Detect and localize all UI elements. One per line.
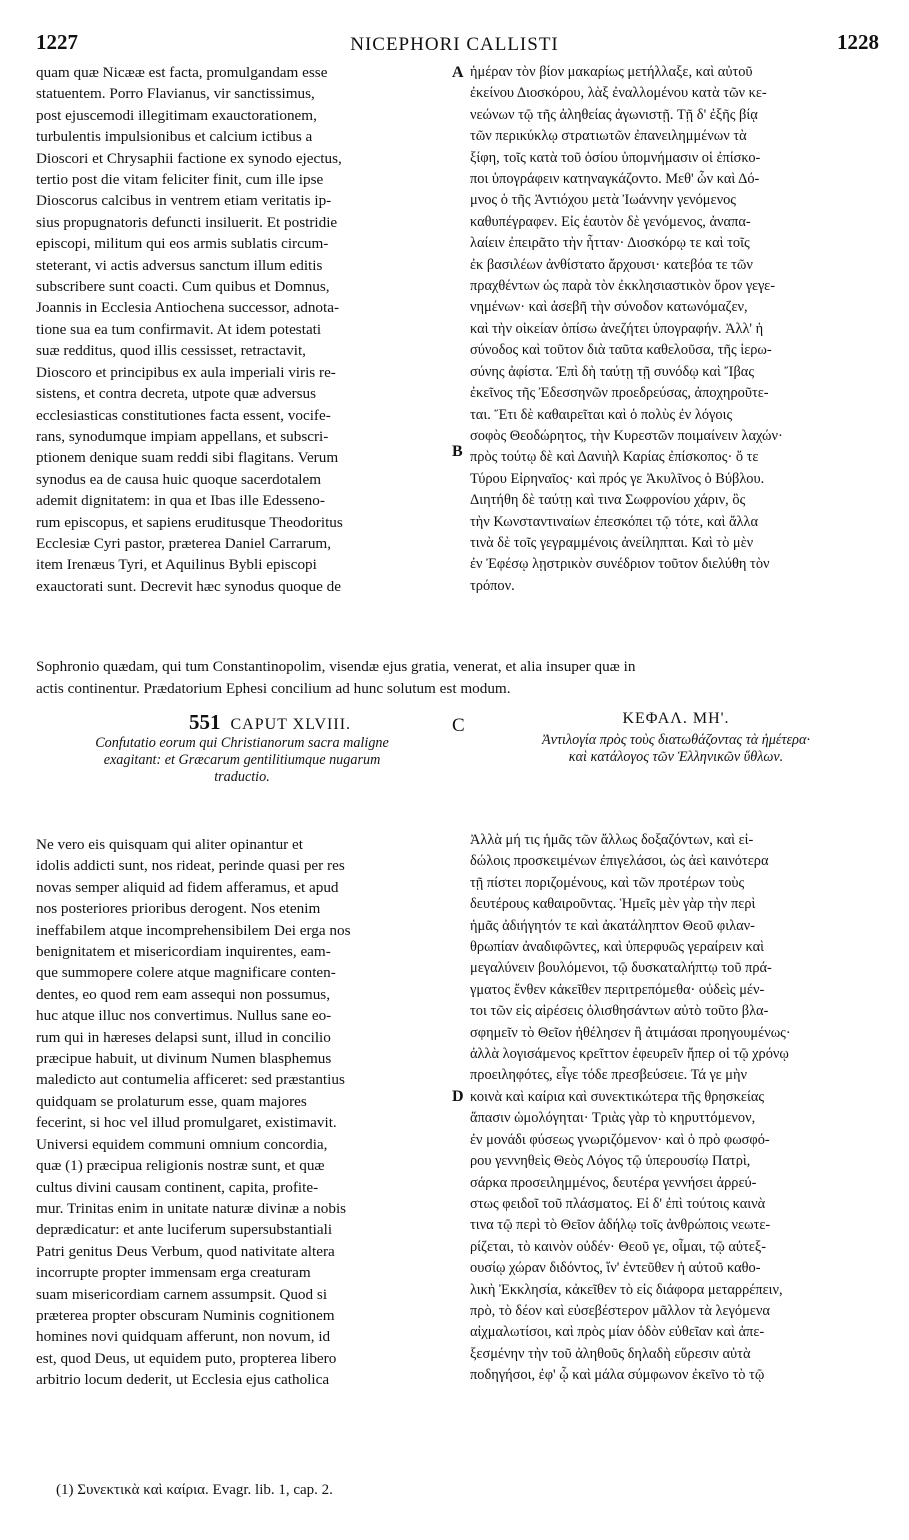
text-line: καὶ τὴν οἰκείαν ὀπίσω ἀνεζήτει ὑπογραφήν. Ἀλλ' ἡ [470, 320, 764, 337]
text-line: præterea propter obscuram Numinis cognitionem [36, 1306, 335, 1324]
text-line: ουσίῳ χώραν διδόντος, ἵν' ἐντεῦθεν ἡ αὐτοῦ καθο- [470, 1260, 761, 1277]
margin-marker-b: B [452, 443, 463, 460]
text-line: Confutatio eorum qui Christianorum sacra maligne [95, 735, 389, 751]
text-line: ἐκ βασιλέων ἀνθίστατο ἄρχουσι· κατεβόα τε τῶν [470, 256, 753, 273]
chapter-title: CAPUT XLVIII. [230, 716, 352, 733]
text-line: πρὸ, τὸ δέον καὶ εὐσεβέστερον μᾶλλον τὰ λεγόμενα [470, 1302, 770, 1319]
text-line: rum qui in hæreses delapsi sunt, illud in concilio [36, 1028, 331, 1046]
text-line: δώλοις προσκειμένων ἐπιγελάσοι, ὡς ἀεὶ καινότερα [470, 853, 769, 870]
chapter-heading-latin [36, 710, 448, 786]
text-line: est, quod Deus, ut equidem puto, propterea libero [36, 1349, 337, 1367]
text-line: καθυπέγραφεν. Εἰς ἑαυτὸν δὲ γενόμενος, ἀναπα- [470, 213, 751, 230]
text-line: ἐν Ἐφέσῳ λῃστρικὸν συνέδριον τοῦτον διελύθη τὸν [470, 556, 770, 573]
chapter-subtitle-greek [470, 732, 882, 766]
text-line: Ne vero eis quisquam qui aliter opinantur et [36, 836, 303, 853]
text-line: Patri genitus Deus Verbum, quod nativitate altera [36, 1242, 335, 1260]
text-line: sistens, et contra decreta, utpote quæ adversus [36, 385, 317, 403]
text-line: σάρκα προσειλημμένος, δευτέρα γεννήσει ἀρρεύ- [470, 1174, 757, 1191]
text-line: πραχθέντων ὡς παρὰ τὸν ἐκκλησιαστικὸν ὅρον γεγε- [470, 278, 775, 295]
text-line: προειληφότες, εἶγε τόδε πρεσβεύσειε. Τά γε μὴν [470, 1067, 748, 1084]
text-line: quidquam se prolaturum esse, quam majores [36, 1092, 307, 1110]
greek-column-top [470, 62, 882, 597]
text-line: que summopere colere atque magnificare conten- [36, 964, 336, 982]
text-line: τρόπον. [470, 577, 515, 594]
text-line: μνος ὁ τῆς Ἀντιόχου μετὰ Ἰωάννην γενόμενος [470, 192, 736, 209]
text-line: idolis addicti sunt, nos rideat, perinde quasi per res [36, 857, 345, 875]
text-line: ποδηγήσοι, ἐφ' ᾧ καὶ μάλα σύμφωνον ἐκεῖνο τὸ τῷ [470, 1367, 765, 1384]
page-number-left: 1227 [36, 30, 78, 54]
text-line: Dioscoro et principibus ex aula imperiali viris re- [36, 363, 336, 381]
text-line: νεώνων τῷ τῆς ἀληθείας ἀγωνιστῇ. Τῇ δ' ἐξῆς βίᾳ [470, 106, 758, 123]
text-line: τινὰ δὲ τοῖς γεγραμμένοις ἀνείληπται. Καὶ τὸ μὲν [470, 534, 754, 551]
text-line: στως φειδοῖ τοῦ πλάσματος. Εἰ δ' ἐπὶ τούτοις καινὰ [470, 1195, 766, 1212]
text-line: actis continentur. Prædatorium Ephesi concilium ad hunc solutum est modum. [36, 680, 511, 697]
text-line: Ἀλλὰ μή τις ἡμᾶς τῶν ἄλλως δοξαζόντων, καὶ εἰ- [470, 832, 754, 848]
text-line: ecclesiasticas constitutiones facta essent, vocife- [36, 406, 331, 424]
text-line: τῇ πίστει ποριζομένους, καὶ τῶν προτέρων τοὺς [470, 874, 745, 891]
text-line: μεγαλύνειν βουλόμενοι, τῷ δυσκαταλήπτῳ τοῦ πρά- [470, 960, 772, 977]
text-line: post ejuscemodi illegitimam exauctorationem, [36, 106, 317, 124]
text-line: ἀλλὰ λογισάμενος κρεῖττον ἐφευρεῖν ἤπερ οἱ τῷ χρόνῳ [470, 1046, 789, 1063]
text-line: δευτέρους καθαιροῦντας. Ἡμεῖς μὲν γὰρ τὴν περὶ [470, 896, 756, 913]
text-line: ademit dignitatem: in qua et Ibas ille Edesseno- [36, 492, 325, 510]
text-line: ἐκείνου Διοσκόρου, λὰξ ἐναλλομένου κατὰ τῶν κε- [470, 85, 767, 102]
text-line: τῶν περικύκλῳ στρατιωτῶν ἐπανειλημμένων τὰ [470, 128, 747, 145]
text-line: arbitrio locum dederit, ut Ecclesia ejus catholica [36, 1371, 330, 1389]
text-line: ρίζεται, τὸ καινὸν οὐδέν· Θεοῦ γε, οἶμαι, τῷ αὐτεξ- [470, 1238, 767, 1255]
text-line: fecerint, si hoc vel illud promulgaret, existimavit. [36, 1114, 337, 1132]
margin-marker-a: A [452, 64, 464, 81]
page-number-right: 1228 [837, 30, 879, 54]
latin-column-top [36, 62, 448, 597]
text-line: statuentem. Porro Flavianus, vir sanctissimus, [36, 85, 315, 103]
text-line: suam misericordiam carnem assumpsit. Quod si [36, 1285, 328, 1303]
text-line: ineffabilem atque incomprehensibilem Dei erga nos [36, 921, 351, 939]
text-line: exagitant: et Græcarum gentilitiumque nugarum [103, 752, 381, 768]
greek-column-bottom [470, 830, 882, 1387]
text-line: Τύρου Εἰρηναῖος· καὶ πρός γε Ἀκυλῖνος ὁ Βύβλου. [470, 470, 765, 487]
text-line: turbulentis impulsionibus et calcium ictibus a [36, 128, 313, 146]
text-line: ptionem denique suam reddi sibi flagitans. Verum [36, 449, 339, 467]
chapter-number: 551 [188, 710, 221, 734]
text-line: ποι ὑπογράφειν κατηναγκάζοντο. Μεθ' ὧν καὶ Δό- [470, 171, 760, 188]
text-line: τινα τῷ περὶ τὸ Θεῖον ἀδήλῳ τοῖς ἀνθρώποις νεωτε- [470, 1217, 771, 1234]
text-line: deprædicatur: et ante luciferum supersubstantiali [36, 1221, 333, 1239]
text-line: dentes, eo quod rem eam assequi non possumus, [36, 985, 330, 1003]
text-line: subscribere sunt coacti. Cum quibus et Domnus, [36, 278, 330, 296]
text-line: ξεσμένην τὴν τοῦ ἀληθοῦς δηλαδὴ εὕρεσιν αὐτὰ [470, 1345, 751, 1362]
margin-marker-c: C [452, 715, 465, 736]
text-line: Universi equidem communi omnium concordia, [36, 1135, 328, 1153]
text-line: ξίφη, τοῖς κατὰ τοῦ ὁσίου ὑπομνήμασιν οἱ ἐπίσκο- [470, 149, 761, 166]
text-line: suæ redditus, quod illis cessisset, retractavit, [36, 342, 306, 360]
latin-column-bottom [36, 834, 448, 1391]
text-line: σύνοδος καὶ τοῦτον διὰ ταῦτα καθελοῦσα, τῆς ἱερω- [470, 342, 772, 359]
text-line: novas semper aliquid ad fidem afferamus, et apud [36, 878, 339, 896]
text-line: ἐκεῖνος τῆς Ἐδεσσηνῶν προεδρεύσας, ἀποχηροῦτε- [470, 385, 769, 402]
text-line: αἰχμαλωτίσοι, καὶ πρὸς μίαν ὁδὸν εὐθεῖαν καὶ ἀπε- [470, 1324, 765, 1341]
text-line: homines novi quidquam afferunt, non novum, id [36, 1328, 331, 1346]
text-line: rum episcopus, et sapiens eruditusque Theodoritus [36, 513, 343, 531]
text-line: ἡμέραν τὸν βίον μακαρίως μετήλλαξε, καὶ αὐτοῦ [470, 64, 753, 80]
text-line: πρὸς τούτῳ δὲ καὶ Δανιὴλ Καρίας ἐπίσκοπος· ὅ τε [470, 449, 759, 466]
full-width-text [36, 656, 878, 700]
text-line: ἡμᾶς ἀδιήγητόν τε καὶ ἀκατάληπτον Θεοῦ φιλαν- [470, 917, 755, 934]
text-line: sius propugnatoris defuncti insiluerit. Et postridie [36, 213, 338, 231]
text-line: synodus ea de causa huic quoque sacerdotalem [36, 470, 322, 488]
text-line: γματος ἔνθεν κἀκεῖθεν περιτρεπόμεθα· οὐδεὶς μέν- [470, 981, 765, 998]
text-line: traductio. [214, 769, 270, 785]
text-line: λαίειν ἐπειρᾶτο τὴν ἧτταν· Διοσκόρῳ τε καὶ τοῖς [470, 235, 750, 252]
text-line: τοι τῶν εἰς αἱρέσεις ὀλισθησάντων αὐτὸ τοῦτο βλα- [470, 1003, 769, 1020]
text-line: maledicto aut contumelia afficeret: sed præstantius [36, 1071, 345, 1089]
text-line: tione sua ea tum confirmavit. At idem potestati [36, 320, 322, 338]
text-line: ρου γεννηθεὶς Θεὸς Λόγος τῷ ὑπερουσίῳ Πατρὶ, [470, 1153, 751, 1170]
text-line: quæ (1) præcipua religionis nostræ sunt, et quæ [36, 1157, 325, 1175]
text-line: νημένων· καὶ ἀσεβῆ τὴν σύνοδον κατωνόμαζεν, [470, 299, 748, 316]
chapter-title-greek: ΚΕΦΑΛ. ΜΗ'. [622, 710, 730, 727]
text-line: præcipue habuit, ut divinum Numen blasphemus [36, 1050, 332, 1068]
text-line: ἅπασιν ὡμολόγηται· Τριὰς γὰρ τὸ κηρυττόμενον, [470, 1110, 756, 1127]
text-line: episcopi, militum qui eos armis sublatis circum- [36, 235, 329, 253]
text-line: ται. Ἔτι δὲ καθαιρεῖται καὶ ὁ πολὺς ἐν λόγοις [470, 406, 733, 423]
text-line: Joannis in Ecclesia Antiochena successor, adnota- [36, 299, 340, 317]
text-line: steterant, vi actis adversus sanctum illum editis [36, 256, 323, 274]
chapter-subtitle-latin [36, 735, 448, 786]
text-line: tertio post die vitam feliciter finit, cum ille ipse [36, 171, 324, 189]
text-line: θρωπίαν ἀναδιφῶντες, καὶ ὑπερφυῶς γεραίρειν καὶ [470, 939, 765, 956]
text-line: mur. Trinitas enim in unitate naturæ divinæ a nobis [36, 1199, 347, 1217]
text-line: cultus divini causam continent, capita, profite- [36, 1178, 319, 1196]
text-line: καὶ κατάλογος τῶν Ἑλληνικῶν ὕθλων. [568, 749, 784, 765]
text-line: benignitatem et misericordiam inquirentes, eam- [36, 943, 331, 961]
text-line: ἐν μονάδι φύσεως γνωριζόμενον· καὶ ὁ πρὸ φωσφό- [470, 1131, 770, 1148]
text-line: τὴν Κωνσταντιναίων ἐπεσκόπει τῷ τότε, καὶ ἄλλα [470, 513, 759, 530]
text-line: Dioscorus calcibus in ventrem etiam veritatis ip- [36, 192, 332, 210]
text-line: rans, synodumque impiam appellans, et subscri- [36, 427, 329, 445]
text-line: quam quæ Nicææ est facta, promulgandam esse [36, 64, 328, 81]
text-line: λικὴ Ἐκκλησία, κἀκεῖθεν τὸ εἰς διάφορα μεταρρέπειν, [470, 1281, 783, 1298]
text-line: huc atque illuc nos convertimus. Nullus sane eo- [36, 1007, 332, 1025]
text-line: σοφὸς Θεοδώρητος, τὴν Κυρεστῶν ποιμαίνειν λαχών· [470, 427, 783, 444]
text-line: Sophronio quædam, qui tum Constantinopolim, visendæ ejus gratia, venerat, et alia insuper quæ in [36, 658, 636, 675]
chapter-heading-greek [470, 710, 882, 766]
text-line: κοινὰ καὶ καίρια καὶ συνεκτικώτερα τῆς θρησκείας [470, 1088, 765, 1105]
text-line: σύνης ἀφίστα. Ἐπὶ δὴ ταύτῃ τῇ συνόδῳ καὶ Ἴβας [470, 363, 755, 380]
footnote: (1) Συνεκτικὰ καὶ καίρια. Evagr. lib. 1, cap. 2. [56, 1482, 333, 1498]
text-line: nos posteriores prioribus derogent. Nos etenim [36, 900, 321, 918]
text-line: exauctorati sunt. Decrevit hæc synodus quoque de [36, 577, 341, 595]
text-line: incorrupte propter immensam erga creaturam [36, 1264, 311, 1282]
text-line: Dioscori et Chrysaphii factione ex synodo ejectus, [36, 149, 342, 167]
running-head: NICEPHORI CALLISTI [350, 34, 559, 55]
text-line: Διητήθη δὲ ταύτῃ καὶ τινα Σωφρονίου χάριν, ὃς [470, 492, 746, 509]
margin-marker-d: D [452, 1088, 464, 1105]
text-line: Ἀντιλογία πρὸς τοὺς διατωθάζοντας τὰ ἡμέτερα· [542, 732, 810, 748]
page-header [0, 0, 909, 66]
text-line: item Irenæus Tyri, et Aquilinus Bybli episcopi [36, 556, 317, 574]
text-line: Ecclesiæ Cyri pastor, præterea Daniel Carrarum, [36, 534, 332, 552]
text-line: σφημεῖν τὸ Θεῖον ἠθέλησεν ἢ ἀτιμάσαι προηγουμένως· [470, 1024, 791, 1041]
